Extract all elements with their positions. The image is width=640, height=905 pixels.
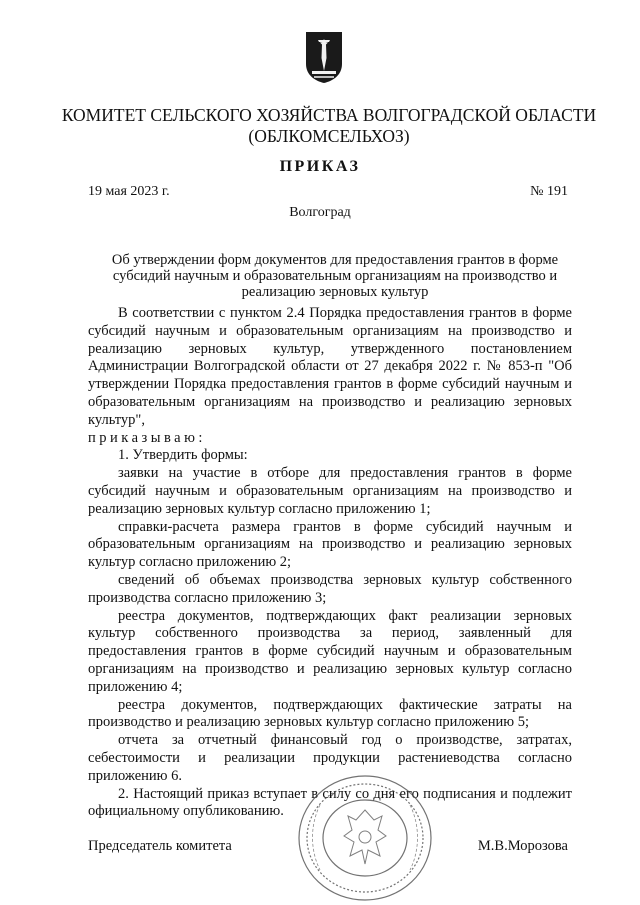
signatory-title: Председатель комитета [88, 838, 232, 854]
form-item: справки-расчета размера грантов в форме субсидий научным и образовательным организациям на производство и реализацию зерновых культур согласно приложению 2; [88, 518, 572, 571]
form-item: реестра документов, подтверждающих фактические затраты на производство и реализацию зерновых культур согласно приложению 5; [88, 696, 572, 731]
coat-of-arms-icon [304, 30, 344, 84]
order-word: приказываю: [88, 429, 206, 446]
document-type: ПРИКАЗ [279, 158, 361, 175]
form-item: заявки на участие в отборе для предоставления грантов в форме субсидий научным и образовательным организациям на производство и реализацию зерновых культур согласно приложению 1; [88, 465, 572, 517]
document-city: Волгоград [289, 205, 351, 220]
preamble-paragraph: В соответствии с пунктом 2.4 Порядка предоставления грантов в форме субсидий научным и образовательным организациям на производство и реализацию зерновых культур, утвержденного постановлением Администрации Волгоградской области от 27 декабря 2022 г. № 853-п "Об утверждении Порядка предоставления грантов в форме субсидий научным и образовательным организациям на производство и реализацию зерновых культур", [88, 305, 572, 428]
item-2-paragraph: 2. Настоящий приказ вступает в силу со дня его подписания и подлежит официальному опубликованию. [88, 785, 572, 820]
document-date: 19 мая 2023 г. [88, 184, 170, 199]
form-item: отчета за отчетный финансовый год о производстве, затратах, себестоимости и реализации продукции растениеводства согласно приложению 6. [88, 732, 572, 784]
item-1-heading: 1. Утвердить формы: [118, 447, 248, 464]
form-item: реестра документов, подтверждающих факт реализации зерновых культур собственного производства за период, заявленный для предоставления грантов в форме субсидий научным и образовательным организациям на производство и реализацию зерновых культур согласно приложению 4; [88, 607, 572, 695]
document-number: № 191 [530, 184, 568, 199]
document-title [100, 252, 570, 300]
organization-abbreviation: (ОБЛКОМСЕЛЬХОЗ) [248, 126, 410, 146]
title-line: Об утверждении форм документов для предоставления грантов в форме [111, 252, 559, 268]
official-seal-icon [290, 770, 440, 905]
document-body [88, 305, 572, 821]
organization-name: КОМИТЕТ СЕЛЬСКОГО ХОЗЯЙСТВА ВОЛГОГРАДСКОЙ ОБЛАСТИ [61, 105, 597, 125]
signatory-name: М.В.Морозова [477, 838, 568, 854]
form-item: сведений об объемах производства зерновых культур собственного производства согласно приложению 3; [88, 571, 572, 606]
title-line: субсидий научным и образовательным организациям на производство и [112, 268, 558, 284]
title-line: реализацию зерновых культур [241, 284, 429, 300]
